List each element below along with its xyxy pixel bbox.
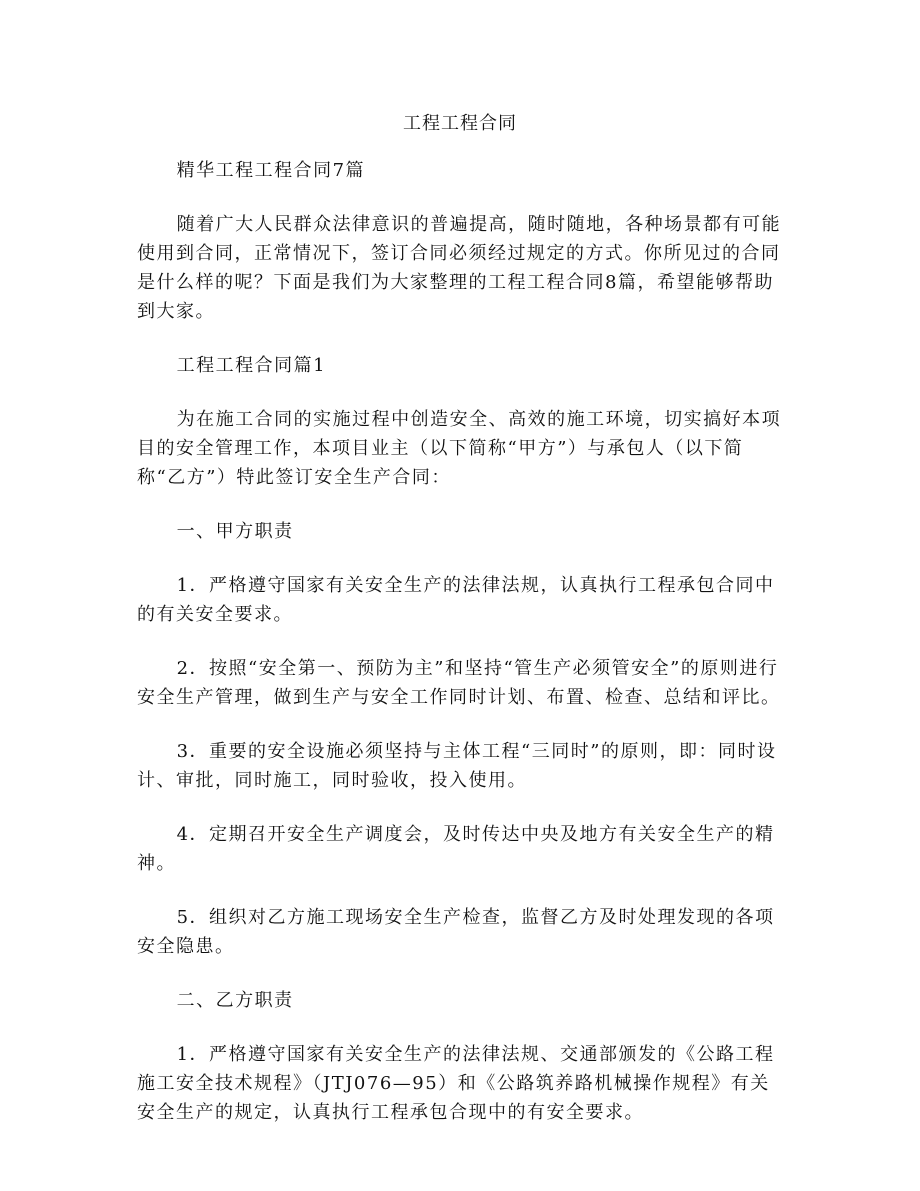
part1-heading: 一、甲方职责 [176,521,294,542]
intro-paragraph: 随着广大人民群众法律意识的普遍提高，随时随地，各种场景都有可能使用到合同，正常情况下，签订合同必须经过规定的方式。你所见过的合同是什么样的呢？下面是我们为大家整理的工程工程合同8篇，希望能够帮助到大家。 [137,214,782,322]
part1-item: 2．按照“安全第一、预防为主”和坚持“管生产必须管安全”的原则进行安全生产管理，做到生产与安全工作同时计划、布置、检查、总结和评比。 [137,658,781,708]
part1-item: 3．重要的安全设施必须坚持与主体工程“三同时”的原则，即：同时设计、审批，同时施工，同时验收，投入使用。 [137,741,777,791]
part1-item: 5．组织对乙方施工现场安全生产检查，监督乙方及时处理发现的各项安全隐患。 [137,907,775,957]
document-title: 工程工程合同 [403,113,517,134]
section-heading: 工程工程合同篇1 [176,355,327,376]
part1-item: 4．定期召开安全生产调度会，及时传达中央及地方有关安全生产的精神。 [137,824,775,874]
part2-item: 1．严格遵守国家有关安全生产的法律法规、交通部颁发的《公路工程施工安全技术规程》（JTJ076—95）和《公路筑养路机械操作规程》有关安全生产的规定，认真执行工程承包合现中的有安全要求。 [137,1044,775,1123]
part2-heading: 二、乙方职责 [176,990,294,1011]
part1-item: 1．严格遵守国家有关安全生产的法律法规，认真执行工程承包合同中的有关安全要求。 [137,575,775,625]
document-subtitle: 精华工程工程合同7篇 [176,160,366,181]
preamble-paragraph: 为在施工合同的实施过程中创造安全、高效的施工环境，切实搞好本项目的安全管理工作，本项目业主（以下简称“甲方”）与承包人（以下简称“乙方”）特此签订安全生产合同： [137,409,782,488]
document-body [137,156,789,1152]
